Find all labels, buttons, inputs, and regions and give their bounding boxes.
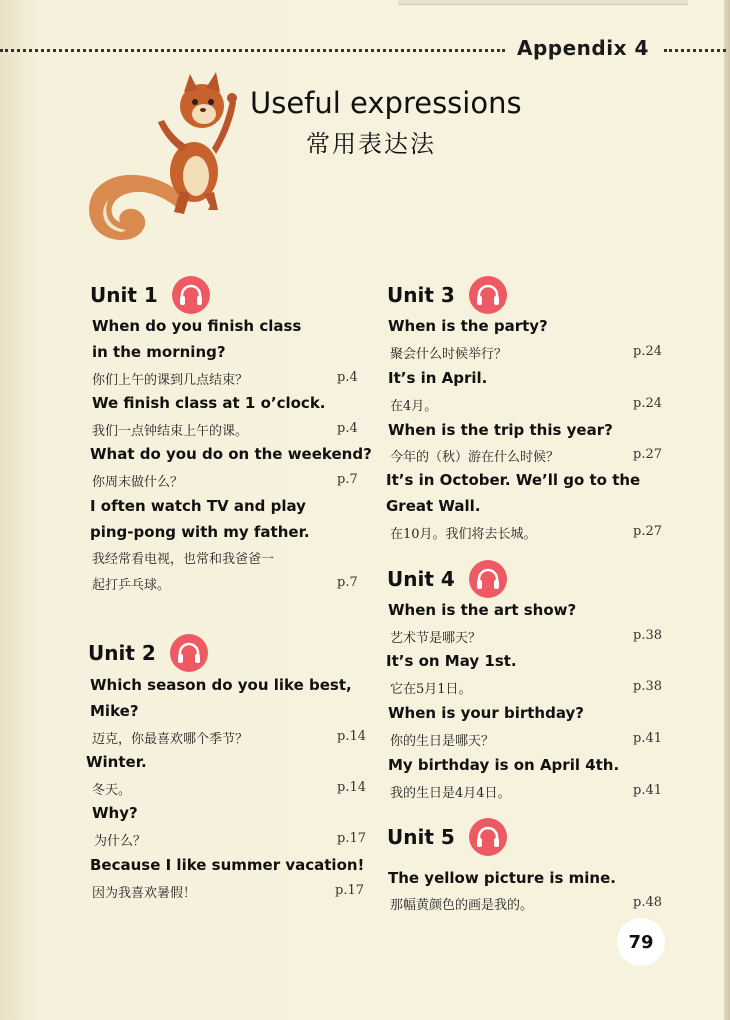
sentence-en: It’s in October. We’ll go to the [386,471,641,489]
sentence-en: Why? [92,804,138,822]
sentence-en: It’s on May 1st. [386,652,517,670]
page-ref: p.27 [633,524,662,539]
sentence-en: ping-pong with my father. [90,523,310,541]
page-ref: p.7 [337,472,358,487]
page-ref: p.24 [633,344,662,359]
page-ref: p.17 [337,831,366,846]
header-dotted-line-right [664,49,726,52]
sentence-zh: 迈克，你最喜欢哪个季节？ [92,732,249,747]
sentence-en: We finish class at 1 o’clock. [92,394,326,412]
headphones-icon[interactable] [172,276,210,314]
sentence-zh: 你周末做什么？ [92,475,184,490]
sentence-en: When is the art show? [388,601,577,619]
squirrel-icon [82,72,252,244]
page-ref: p.24 [633,396,662,411]
sentence-en: Winter. [86,753,147,771]
page-ref: p.14 [337,729,366,744]
sentence-en: Mike? [90,702,139,720]
page-ref: p.7 [337,575,358,590]
top-tab [398,0,688,5]
sentence-zh: 你的生日是哪天？ [390,734,495,749]
page-ref: p.38 [633,679,662,694]
sentence-zh: 我经常看电视，也常和我爸爸一 [92,552,275,567]
sentence-en: I often watch TV and play [90,497,306,515]
page-ref: p.41 [633,783,662,798]
unit-3-label: Unit 3 [387,283,455,307]
page-ref: p.48 [633,895,662,910]
unit-4-label: Unit 4 [387,567,455,591]
sentence-zh: 它在5月1日。 [390,682,472,697]
sentence-en: What do you do on the weekend? [90,445,372,463]
sentence-en: in the morning? [92,343,226,361]
page-ref: p.14 [337,780,366,795]
sentence-en: When is the trip this year? [388,421,613,439]
page-ref: p.4 [337,370,358,385]
page-ref: p.27 [633,447,662,462]
sentence-zh: 艺术节是哪天？ [390,631,482,646]
headphones-icon[interactable] [469,560,507,598]
sentence-zh: 聚会什么时候举行？ [390,347,508,362]
sentence-zh: 起打乒乓球。 [92,578,171,593]
sentence-zh: 冬天。 [92,783,132,798]
sentence-en: Because I like summer vacation! [90,856,365,874]
page-ref: p.4 [337,421,358,436]
unit-2-label: Unit 2 [88,641,156,665]
sentence-en: It’s in April. [388,369,488,387]
headphones-icon[interactable] [469,276,507,314]
unit-2-heading [88,634,208,672]
sentence-zh: 为什么？ [94,834,147,849]
unit-5-heading [387,818,507,856]
unit-4-heading [387,560,507,598]
sentence-zh: 因为我喜欢暑假！ [92,886,197,901]
page-ref: p.38 [633,628,662,643]
unit-1-label: Unit 1 [90,283,158,307]
appendix-label: Appendix 4 [517,36,649,60]
title-chinese: 常用表达法 [306,130,436,158]
sentence-zh: 在10月。我们将去长城。 [390,527,537,542]
sentence-zh: 今年的（秋）游在什么时候？ [390,450,560,465]
headphones-icon[interactable] [170,634,208,672]
header-dotted-line-left [0,49,505,52]
page-edge [724,0,730,1020]
sentence-zh: 在4月。 [390,399,438,414]
page-number: 79 [617,918,665,966]
sentence-zh: 你们上午的课到几点结束？ [92,373,249,388]
sentence-en: Which season do you like best, [90,676,352,694]
unit-1-heading [90,276,210,314]
sentence-en: When is the party? [388,317,548,335]
title-english: Useful expressions [250,86,522,120]
page-ref: p.17 [335,883,364,898]
page-ref: p.41 [633,731,662,746]
headphones-icon[interactable] [469,818,507,856]
sentence-zh: 我们一点钟结束上午的课。 [92,424,249,439]
sentence-en: When do you finish class [92,317,302,335]
sentence-en: The yellow picture is mine. [388,869,616,887]
sentence-en: When is your birthday? [388,704,584,722]
sentence-zh: 我的生日是4月4日。 [390,786,511,801]
sentence-en: Great Wall. [386,497,481,515]
sentence-zh: 那幅黄颜色的画是我的。 [390,898,534,913]
sentence-en: My birthday is on April 4th. [388,756,620,774]
unit-3-heading [387,276,507,314]
unit-5-label: Unit 5 [387,825,455,849]
